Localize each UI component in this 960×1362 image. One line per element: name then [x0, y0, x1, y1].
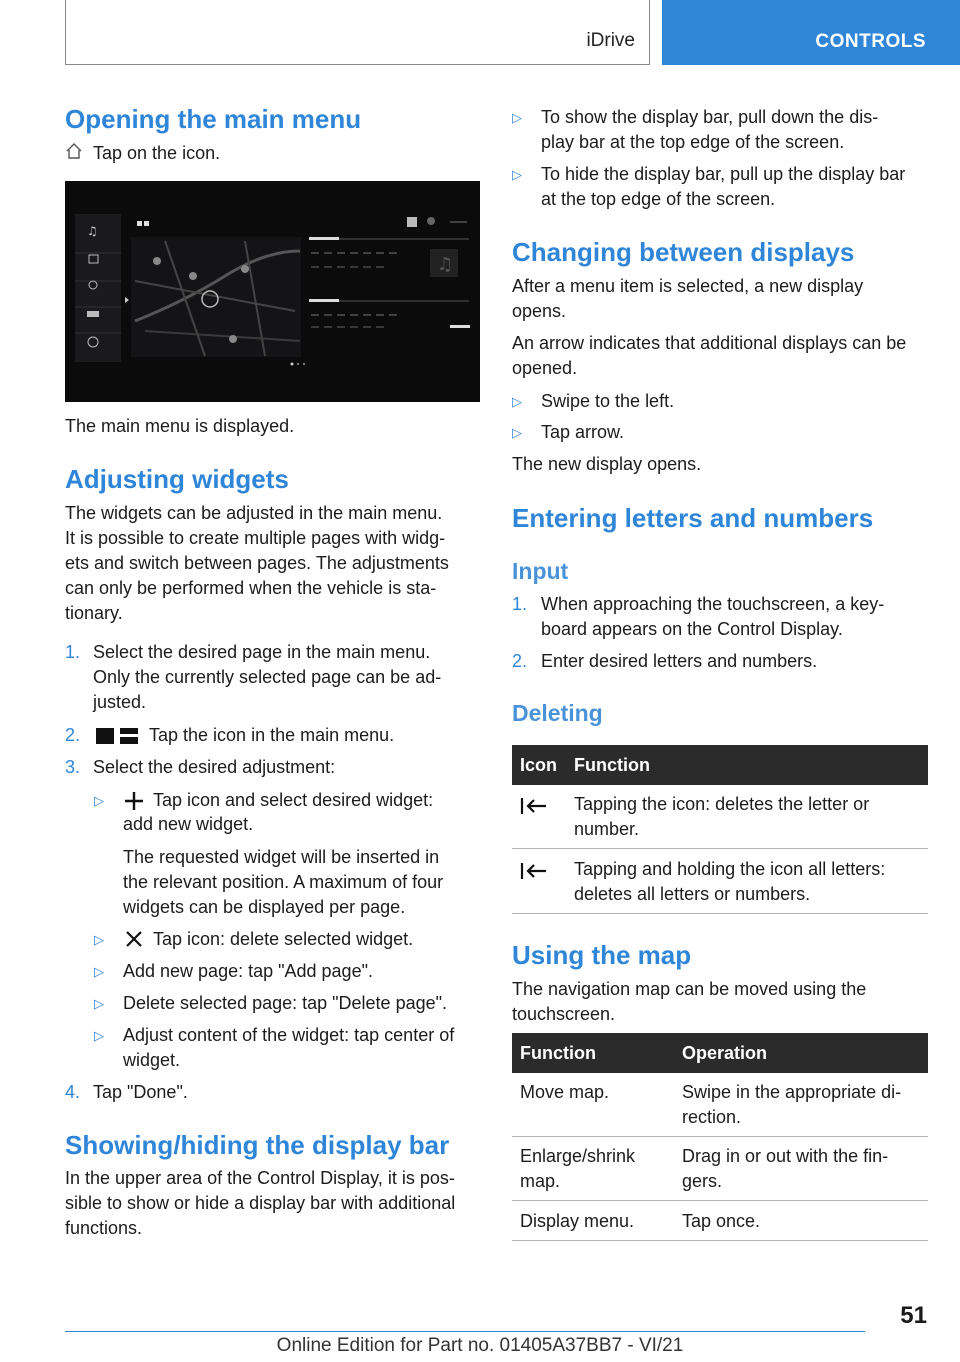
step-number: 2. — [512, 651, 528, 671]
heading-using-map: Using the map — [512, 940, 692, 970]
bullet-text: Tap icon: delete selected widget. — [153, 929, 414, 949]
bullet-text: Delete selected page: tap "Delete page". — [123, 993, 447, 1013]
row-divider — [512, 1200, 928, 1201]
svg-text:♫: ♫ — [87, 224, 98, 238]
step-number: 3. — [65, 757, 81, 777]
bullet-text: the relevant position. A maximum of four — [123, 872, 444, 892]
map-paragraph-line: touchscreen. — [512, 1004, 616, 1024]
table-cell: deletes all letters or numbers. — [574, 884, 811, 904]
step-number: 2. — [65, 725, 81, 745]
table-cell: gers. — [682, 1171, 723, 1191]
new-display-text: The new display opens. — [512, 454, 702, 474]
bullet-triangle-icon: ▷ — [94, 1028, 104, 1043]
widgets-paragraph-line: It is possible to create multiple pages with widg- — [65, 528, 446, 548]
table-header-cell: Function — [574, 755, 650, 775]
row-divider — [512, 1136, 928, 1137]
bullet-text: Tap arrow. — [541, 422, 625, 442]
header-section-box — [65, 0, 650, 65]
table-header-cell: Operation — [682, 1043, 768, 1063]
header-section: iDrive — [586, 30, 635, 51]
bullet-text: The requested widget will be inserted in — [123, 847, 440, 867]
bullet-triangle-icon: ▷ — [512, 394, 522, 409]
table-cell: map. — [520, 1171, 561, 1191]
bullet-text: Swipe to the left. — [541, 391, 675, 411]
footer-edition: Online Edition for Part no. 01405A37BB7 - VI/21 — [276, 1335, 684, 1356]
backspace-icon — [520, 861, 548, 886]
heading-display-bar: Showing/hiding the display bar — [65, 1130, 450, 1160]
main-menu-instruction: Tap on the icon. — [93, 143, 221, 163]
step-text: When approaching the touchscreen, a key- — [541, 594, 885, 614]
bullet-text: play bar at the top edge of the screen. — [541, 132, 845, 152]
table-cell: Tapping the icon: deletes the letter or — [574, 794, 870, 814]
row-divider — [512, 848, 928, 849]
header-chapter-tab[interactable] — [662, 0, 960, 65]
widgets-paragraph-line: tionary. — [65, 603, 123, 623]
changing-paragraph-line: opens. — [512, 301, 567, 321]
bullet-triangle-icon: ▷ — [512, 425, 522, 440]
display-bar-paragraph-line: In the upper area of the Control Display, it is pos- — [65, 1168, 455, 1188]
heading-adjusting-widgets: Adjusting widgets — [65, 464, 289, 494]
table-cell: Enlarge/shrink — [520, 1146, 636, 1166]
heading-input: Input — [512, 558, 569, 584]
header-chapter: CONTROLS — [815, 31, 926, 52]
bullet-text: widgets can be displayed per page. — [123, 897, 406, 917]
bullet-triangle-icon: ▷ — [94, 932, 104, 947]
changing-paragraph-line: After a menu item is selected, a new display — [512, 276, 864, 296]
changing-paragraph-line: An arrow indicates that additional displays can be — [512, 333, 907, 353]
step-text: Only the currently selected page can be ad- — [93, 667, 442, 687]
table-cell: Display menu. — [520, 1211, 635, 1231]
step-text: Select the desired page in the main menu. — [93, 642, 431, 662]
widget-edit-icon — [96, 727, 140, 750]
bullet-text: Add new page: tap "Add page". — [123, 961, 373, 981]
table-cell: number. — [574, 819, 640, 839]
widgets-paragraph-line: ets and switch between pages. The adjustments — [65, 553, 449, 573]
widgets-paragraph-line: can only be performed when the vehicle is sta- — [65, 578, 437, 598]
bullet-text: at the top edge of the screen. — [541, 189, 776, 209]
row-divider — [512, 1240, 928, 1241]
step-number: 1. — [512, 594, 528, 614]
bullet-text: Adjust content of the widget: tap center of — [123, 1025, 455, 1045]
heading-main-menu: Opening the main menu — [65, 104, 362, 134]
widgets-paragraph-line: The widgets can be adjusted in the main menu. — [65, 503, 443, 523]
main-menu-screenshot — [65, 181, 480, 402]
step-number: 1. — [65, 642, 81, 662]
bullet-triangle-icon: ▷ — [94, 793, 104, 808]
step-text: justed. — [93, 692, 147, 712]
delete-x-icon — [125, 930, 143, 953]
bullet-triangle-icon: ▷ — [512, 167, 522, 182]
table-header-cell: Function — [520, 1043, 596, 1063]
display-bar-paragraph-line: sible to show or hide a display bar with additional — [65, 1193, 456, 1213]
row-divider — [512, 913, 928, 914]
table-cell: Drag in or out with the fin- — [682, 1146, 889, 1166]
step-text: Select the desired adjustment: — [93, 757, 336, 777]
table-header — [512, 1033, 928, 1073]
bullet-text: widget. — [123, 1050, 181, 1070]
bullet-triangle-icon: ▷ — [94, 996, 104, 1011]
bullet-triangle-icon: ▷ — [94, 964, 104, 979]
table-header — [512, 745, 928, 785]
bullet-triangle-icon: ▷ — [512, 110, 522, 125]
heading-entering: Entering letters and numbers — [512, 503, 874, 533]
backspace-icon — [520, 796, 548, 821]
footer-divider — [65, 1331, 865, 1332]
home-icon — [65, 142, 83, 165]
table-cell: Swipe in the appropriate di- — [682, 1082, 902, 1102]
svg-text:♫: ♫ — [437, 254, 454, 275]
step-text: board appears on the Control Display. — [541, 619, 843, 639]
step-text: Tap the icon in the main menu. — [149, 725, 395, 745]
bullet-text: Tap icon and select desired widget: — [153, 790, 434, 810]
table-cell: Tapping and holding the icon all letters: — [574, 859, 886, 879]
bullet-text: To hide the display bar, pull up the display bar — [541, 164, 906, 184]
step-text: Enter desired letters and numbers. — [541, 651, 818, 671]
table-header-cell: Icon — [520, 755, 558, 775]
page-number: 51 — [900, 1302, 927, 1329]
step-text: Tap "Done". — [93, 1082, 188, 1102]
step-number: 4. — [65, 1082, 81, 1102]
table-cell: rection. — [682, 1107, 742, 1127]
heading-deleting: Deleting — [512, 700, 603, 726]
map-paragraph-line: The navigation map can be moved using the — [512, 979, 867, 999]
bullet-text: add new widget. — [123, 814, 254, 834]
table-cell: Tap once. — [682, 1211, 761, 1231]
heading-changing-displays: Changing between displays — [512, 237, 855, 267]
bullet-text: To show the display bar, pull down the dis- — [541, 107, 879, 127]
display-bar-paragraph-line: functions. — [65, 1218, 143, 1238]
table-cell: Move map. — [520, 1082, 610, 1102]
changing-paragraph-line: opened. — [512, 358, 578, 378]
main-menu-caption: The main menu is displayed. — [65, 416, 295, 436]
